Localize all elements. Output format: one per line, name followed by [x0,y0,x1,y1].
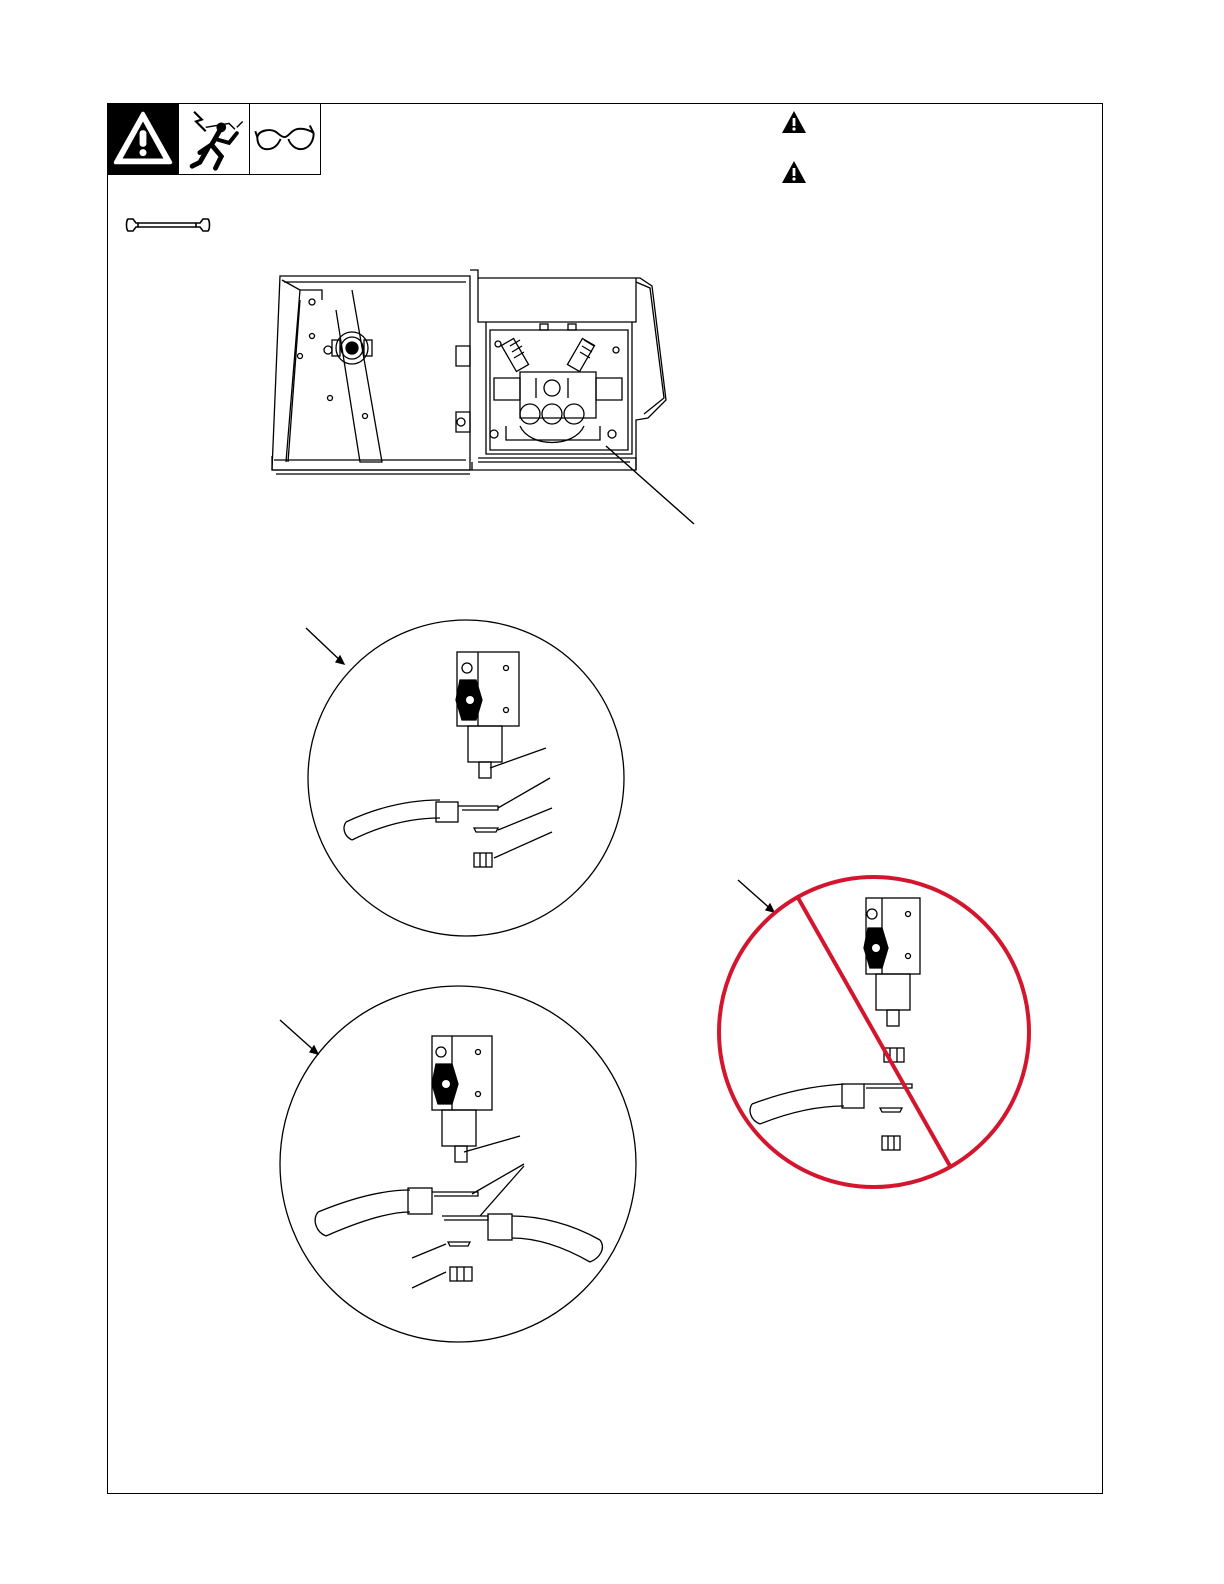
wrench-icon [124,215,212,235]
warning-triangle-icon [781,110,807,134]
page-frame [107,103,1103,1494]
warning-triangle-icon [781,160,807,184]
electric-shock-icon [178,103,250,175]
warning-icon [107,103,179,175]
safety-glasses-icon [249,103,321,175]
